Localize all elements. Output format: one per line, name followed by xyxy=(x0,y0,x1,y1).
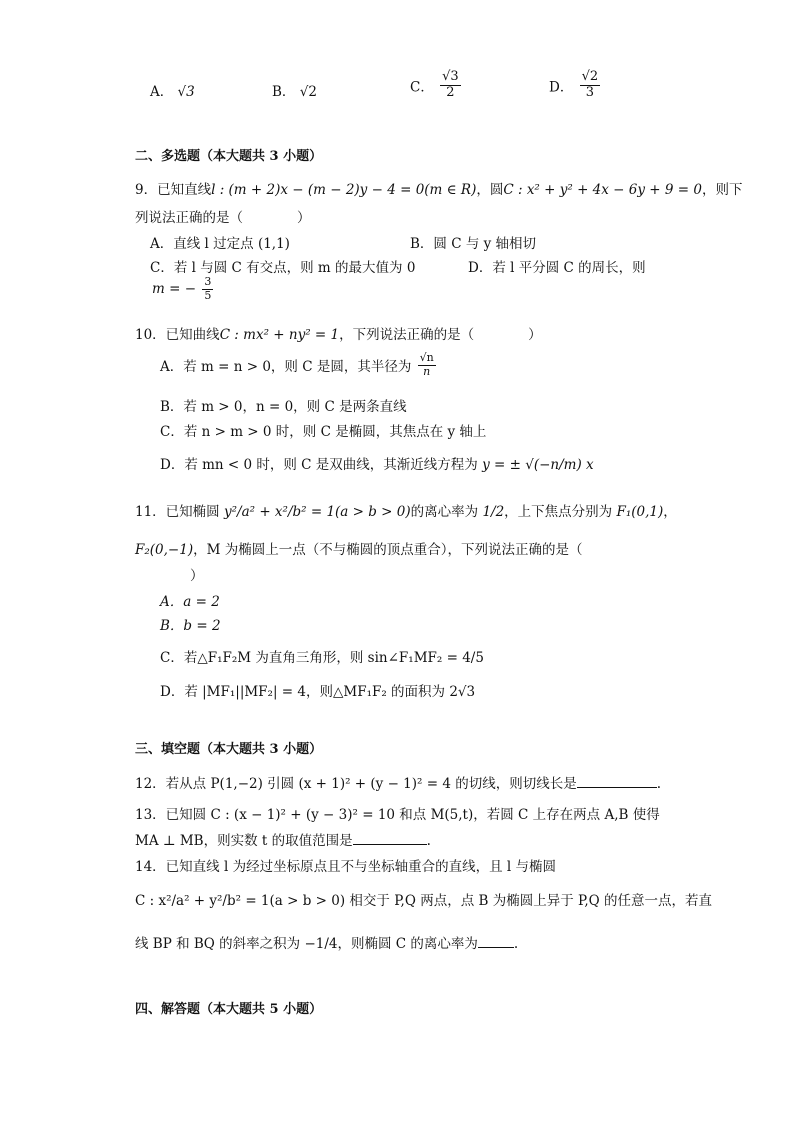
top-option-b xyxy=(272,80,317,100)
text: 9．已知直线 xyxy=(135,182,212,198)
question-9-option-d-expr xyxy=(152,276,215,302)
text: ，则下 xyxy=(701,182,743,198)
math-expression: y = ± √(−n/m) x xyxy=(482,457,594,473)
math-expression: F₂(0,−1) xyxy=(135,542,194,558)
text: . xyxy=(656,776,662,792)
question-10-option-b: B．若 m > 0，n = 0，则 C 是两条直线 xyxy=(160,399,407,415)
text: 线 BP 和 BQ 的斜率之积为 −1/4，则椭圆 C 的离心率为 xyxy=(135,936,478,952)
text: ，下列说法正确的是（ ） xyxy=(339,327,542,343)
question-11-line2 xyxy=(135,538,582,558)
question-14-line2: C : x²/a² + y²/b² = 1(a > b > 0) 相交于 P,Q 两点，点 B 为椭圆上异于 P,Q 的任意一点，若直 xyxy=(135,893,712,909)
denominator: 2 xyxy=(446,84,455,100)
math-expression: l : (m + 2)x − (m − 2)y − 4 = 0(m ∈ R) xyxy=(211,182,477,198)
math-expression: C : x² + y² + 4x − 6y + 9 = 0 xyxy=(503,182,702,198)
answer-blank[interactable] xyxy=(478,947,514,948)
top-option-c xyxy=(410,70,463,101)
text: . xyxy=(426,833,431,849)
text: 的离心率为 xyxy=(410,504,479,520)
question-11-option-b: B．b = 2 xyxy=(160,618,221,634)
math-expression: C : mx² + ny² = 1 xyxy=(219,327,340,343)
text: ，M 为椭圆上一点（不与椭圆的顶点重合），下列说法正确的是（ xyxy=(193,542,583,558)
option-label: D． xyxy=(549,79,574,96)
text: A．若 m = n > 0，则 C 是圆，其半径为 xyxy=(160,359,412,376)
option-label: C． xyxy=(410,79,434,96)
option-label: A． xyxy=(150,84,174,100)
numerator: √3 xyxy=(442,69,459,84)
denominator: 5 xyxy=(204,288,212,302)
question-9-stem-line2: 列说法正确的是（ ） xyxy=(135,210,311,226)
question-10-option-a xyxy=(160,352,438,378)
option-label: B． xyxy=(272,84,296,100)
denominator: n xyxy=(423,364,431,378)
text: ，圆 xyxy=(476,182,504,198)
math-expression: m = − xyxy=(152,281,197,298)
fraction xyxy=(418,352,436,378)
section-heading-4: 四、解答题（本大题共 5 小题） xyxy=(135,1002,323,1017)
question-9-option-b: B．圆 C 与 y 轴相切 xyxy=(410,236,537,252)
question-14-line1: 14．已知直线 l 为经过坐标原点且不与坐标轴重合的直线，且 l 与椭圆 xyxy=(135,859,556,875)
question-10-option-d xyxy=(160,453,594,473)
top-option-a xyxy=(150,80,195,100)
section-heading-3: 三、填空题（本大题共 3 小题） xyxy=(135,742,323,757)
math-expression: y²/a² + x²/b² = 1(a > b > 0) xyxy=(223,504,411,520)
answer-blank[interactable] xyxy=(353,844,427,845)
text: 12．若从点 P(1,−2) 引圆 (x + 1)² + (y − 1)² = 4 的切线，则切线长是 xyxy=(135,776,577,792)
math-expression: F₁(0,1) xyxy=(616,504,664,520)
question-9-option-d: D．若 l 平分圆 C 的周长，则 xyxy=(468,260,646,276)
question-14-line3 xyxy=(135,932,518,952)
fraction xyxy=(440,70,461,101)
question-10-stem xyxy=(135,323,542,343)
question-11-option-c: C．若△F₁F₂M 为直角三角形，则 sin∠F₁MF₂ = 4/5 xyxy=(160,650,484,666)
question-9-option-a: A．直线 l 过定点 (1,1) xyxy=(150,236,290,252)
question-9-stem xyxy=(135,178,742,198)
text: 10．已知曲线 xyxy=(135,327,220,343)
question-11-line3: ） xyxy=(190,568,204,584)
numerator: 3 xyxy=(204,275,212,288)
question-9-option-c: C．若 l 与圆 C 有交点，则 m 的最大值为 0 xyxy=(150,260,416,276)
question-13-line1: 13．已知圆 C : (x − 1)² + (y − 3)² = 10 和点 M(5,t)，若圆 C 上存在两点 A,B 使得 xyxy=(135,807,660,823)
math-expression: 1/2 xyxy=(482,504,505,520)
question-11-option-d: D．若 |MF₁||MF₂| = 4，则△MF₁F₂ 的面积为 2√3 xyxy=(160,684,476,700)
text: . xyxy=(513,936,519,952)
section-heading-2: 二、多选题（本大题共 3 小题） xyxy=(135,149,323,164)
text: ，上下焦点分别为 xyxy=(504,504,613,520)
text: D．若 mn < 0 时，则 C 是双曲线，其渐近线方程为 xyxy=(160,457,478,473)
option-value: √3 xyxy=(177,84,195,100)
answer-blank[interactable] xyxy=(577,787,657,788)
question-13-line2 xyxy=(135,829,431,849)
fraction xyxy=(202,276,213,302)
numerator: √n xyxy=(419,351,434,364)
question-11-stem: 11．已知椭圆 y²/a² + x²/b² = 1(a > b > 0)的离心率为 1/2，上下焦点分别为 F₁(0,1)， xyxy=(135,504,677,520)
question-10-option-c: C．若 n > m > 0 时，则 C 是椭圆，其焦点在 y 轴上 xyxy=(160,424,487,440)
numerator: √2 xyxy=(581,69,599,84)
text: 11．已知椭圆 xyxy=(135,504,220,520)
text: MA ⊥ MB，则实数 t 的取值范围是 xyxy=(135,833,353,849)
option-value: √2 xyxy=(299,84,317,100)
fraction xyxy=(580,70,601,101)
denominator: 3 xyxy=(585,84,595,100)
question-11-option-a: A．a = 2 xyxy=(160,594,220,610)
question-12 xyxy=(135,772,661,792)
top-option-d xyxy=(549,70,602,101)
